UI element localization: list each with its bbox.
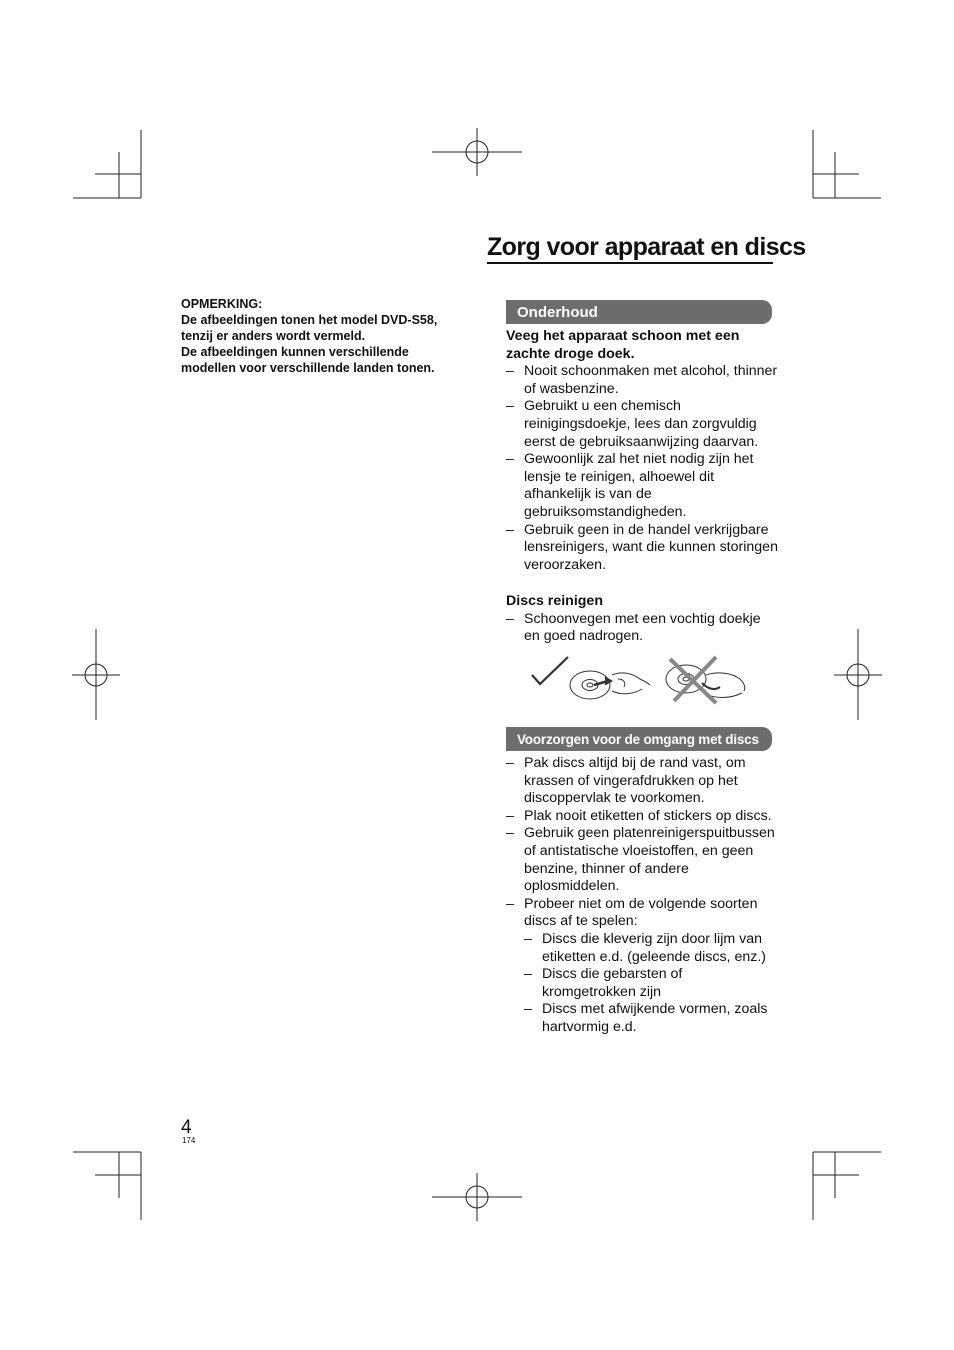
note-line: modellen voor verschillende landen tonen.	[181, 361, 435, 375]
list-item: – Gebruik geen platenreinigerspuitbussen of antistatische vloeistoffen, en geen benzine, thinner of andere oplosmiddelen.	[506, 825, 778, 895]
maintenance-section	[506, 328, 778, 574]
sub-list-item: – Discs die gebarsten of kromgetrokken zijn	[524, 966, 778, 1001]
page-title: Zorg voor apparaat en discs	[487, 233, 806, 261]
section-bar-maintenance: Onderhoud	[506, 300, 772, 324]
sub-list-item: – Discs met afwijkende vormen, zoals hartvormig e.d.	[524, 1001, 778, 1036]
page-number: 4	[181, 1117, 192, 1138]
list-item: – Gebruikt u een chemisch reinigingsdoekje, lees dan zorgvuldig eerst de gebruiksaanwijzing daarvan.	[506, 398, 778, 451]
cross-icon	[670, 657, 716, 703]
title-underline	[487, 262, 773, 264]
list-item: – Nooit schoonmaken met alcohol, thinner of wasbenzine.	[506, 363, 778, 398]
disc-cleaning-list	[506, 611, 778, 646]
sub-list-item: – Discs die kleverig zijn door lijm van etiketten e.d. (geleende discs, enz.)	[524, 931, 778, 966]
list-item: – Gebruik geen in de handel verkrijgbare lensreinigers, want die kunnen storingen veroorzaken.	[506, 522, 778, 575]
list-item-text: Probeer niet om de volgende soorten discs af te spelen:	[524, 895, 758, 930]
list-item	[506, 896, 778, 1037]
list-item: – Schoonvegen met een vochtig doekje en goed nadrogen.	[506, 611, 778, 646]
note-line: De afbeeldingen tonen het model DVD-S58,	[181, 313, 438, 327]
checkmark-icon	[532, 657, 568, 684]
disc-wipe-radial-icon	[570, 671, 650, 699]
precautions-section	[506, 755, 778, 1037]
maintenance-lead: Veeg het apparaat schoon met een zachte droge doek.	[506, 328, 740, 362]
precautions-sublist	[524, 931, 778, 1037]
page-code: 174	[182, 1136, 196, 1145]
note-line: tenzij er anders wordt vermeld.	[181, 329, 366, 343]
note-block	[181, 296, 471, 376]
note-line: De afbeeldingen kunnen verschillende	[181, 345, 409, 359]
disc-cleaning-section	[506, 593, 778, 646]
disc-cleaning-figure	[528, 653, 752, 705]
note-heading: OPMERKING:	[181, 297, 263, 311]
section-bar-precautions: Voorzorgen voor de omgang met discs	[506, 727, 772, 751]
list-item: – Plak nooit etiketten of stickers op discs.	[506, 808, 778, 826]
disc-cleaning-heading: Discs reinigen	[506, 593, 603, 609]
maintenance-list	[506, 363, 778, 574]
list-item: – Pak discs altijd bij de rand vast, om krassen of vingerafdrukken op het discoppervlak te voorkomen.	[506, 755, 778, 808]
list-item: – Gewoonlijk zal het niet nodig zijn het lensje te reinigen, alhoewel dit afhankelijk is van de gebruiksomstandigheden.	[506, 451, 778, 521]
precautions-list	[506, 755, 778, 1037]
